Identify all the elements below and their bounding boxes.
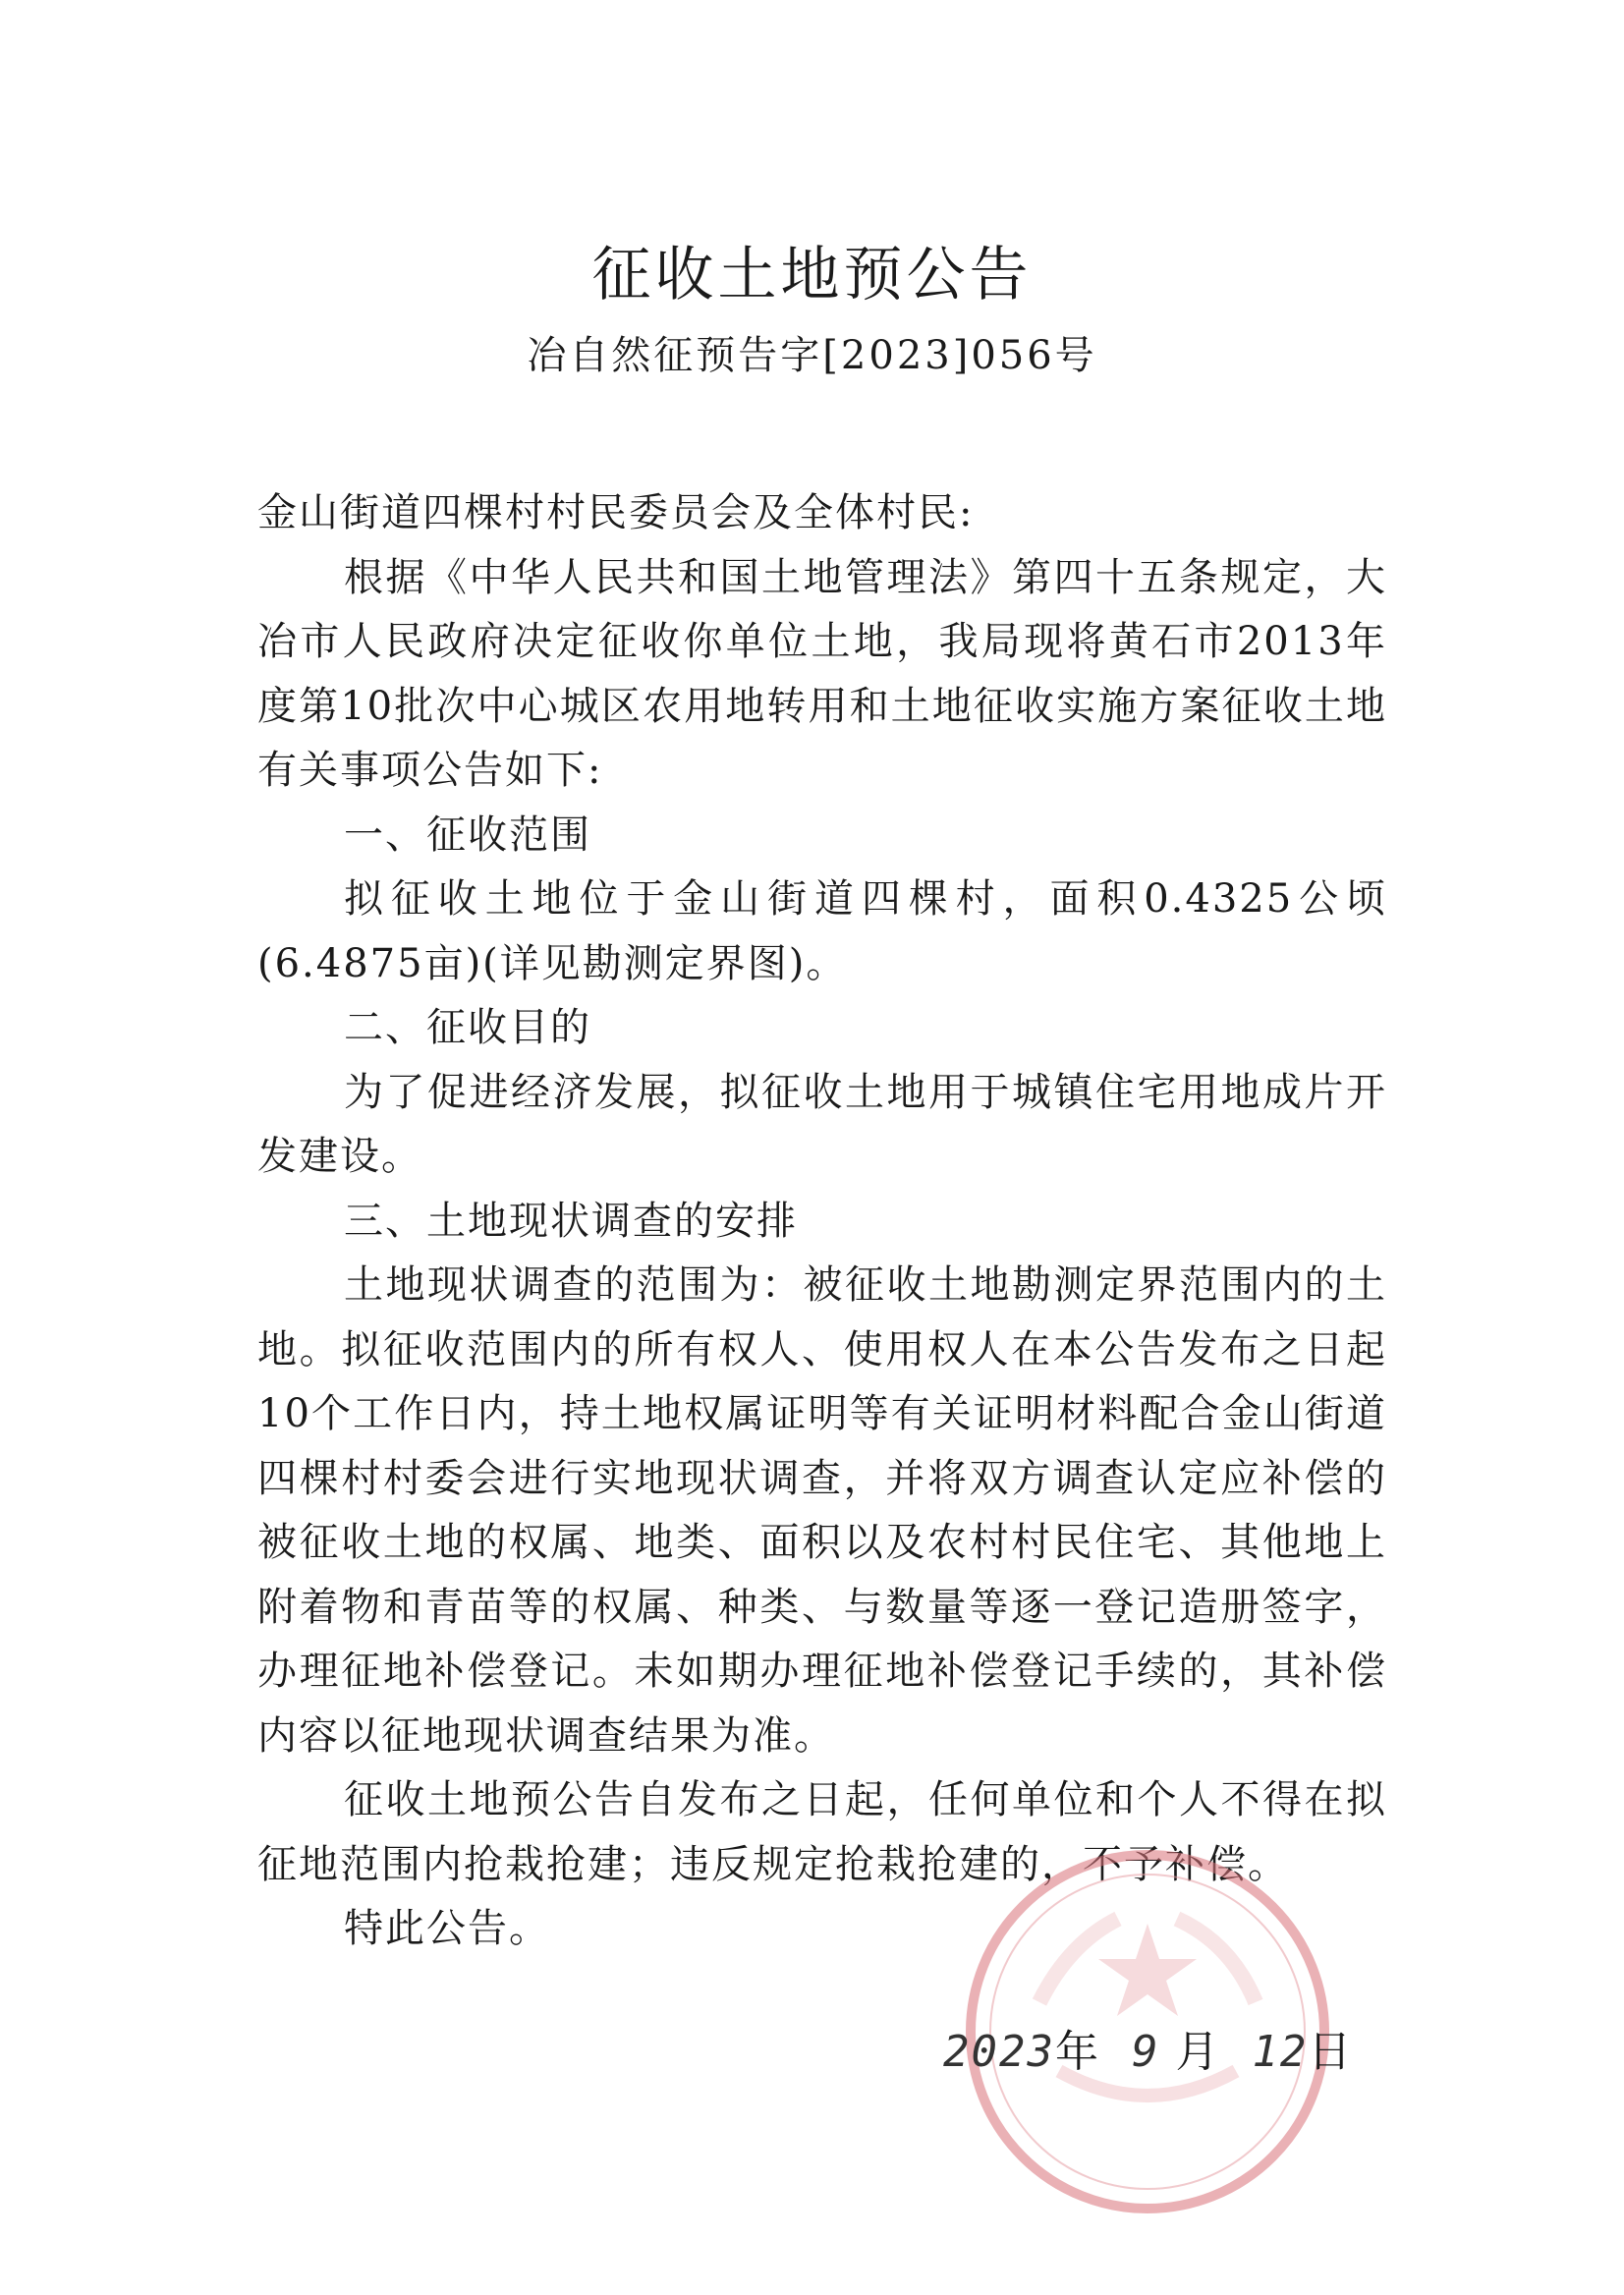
date-month: 9 [1131,2027,1160,2077]
section-3-heading: 三、土地现状调查的安排 [344,1198,798,1244]
section-3-paragraph: 土地现状调查的范围为：被征收土地勘测定界范围内的土地。拟征收范围内的所有权人、使用权人在本公告发布之日起10个工作日内，持土地权属证明等有关证明材料配合金山街道四棵村村委会进行实地现状调查，并将双方调查认定应补偿的被征收土地的权属、地类、面积以及农村村民住宅、其他地上附着物和青苗等的权属、种类、与数量等逐一登记造册签字，办理征地补偿登记。未如期办理征地补偿登记手续的，其补偿内容以征地现状调查结果为准。 [257,1262,1387,1759]
signature-date [943,2016,1353,2079]
closing-line: 特此公告。 [344,1906,550,1951]
notice-paragraph: 征收土地预公告自发布之日起，任何单位和个人不得在拟征地范围内抢栽抢建；违反规定抢栽抢建的，不予补偿。 [257,1777,1387,1887]
document-title: 征收土地预公告 [591,241,1033,309]
section-1-heading: 一、征收范围 [344,812,591,858]
section-2-paragraph: 为了促进经济发展，拟征收土地用于城镇住宅用地成片开发建设。 [257,1069,1387,1179]
section-2-heading: 二、征收目的 [344,1005,591,1050]
document-body [257,481,1387,1962]
date-year: 2023 [943,2027,1055,2077]
addressee: 金山街道四棵村村民委员会及全体村民: [257,490,975,535]
section-1-paragraph: 拟征收土地位于金山街道四棵村，面积0.4325公顷(6.4875亩)(详见勘测定界图)。 [257,876,1387,986]
intro-paragraph: 根据《中华人民共和国土地管理法》第四十五条规定，大冶市人民政府决定征收你单位土地，我局现将黄石市2013年度第10批次中心城区农用地转用和土地征收实施方案征收土地有关事项公告如下: [257,554,1387,793]
date-day: 12 [1252,2027,1309,2077]
date-month-unit: 月 [1175,2027,1221,2077]
date-year-unit: 年 [1054,2027,1100,2077]
document-number: 冶自然征预告字[2023]056号 [527,333,1097,378]
date-day-unit: 日 [1308,2027,1354,2077]
